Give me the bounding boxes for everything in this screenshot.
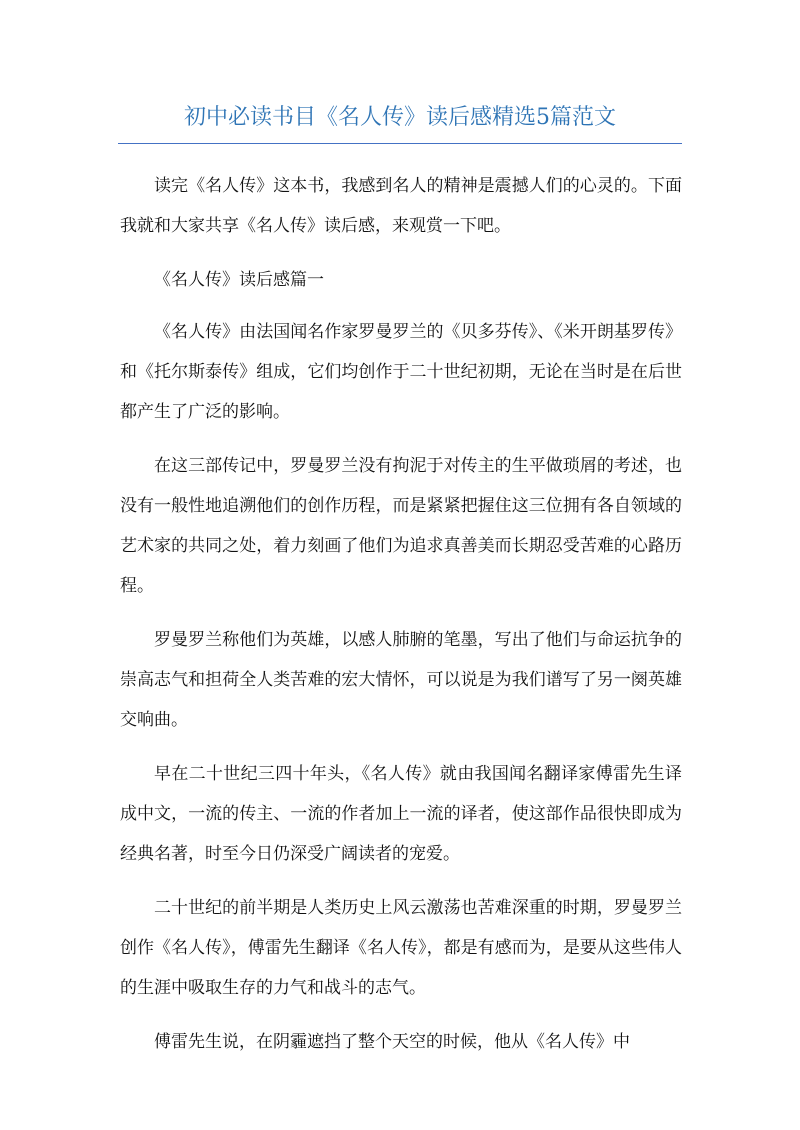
document-body bbox=[120, 166, 682, 1076]
title-underline bbox=[118, 143, 682, 144]
paragraph-6: 傅雷先生说，在阴霾遮挡了整个天空的时候，他从《名人传》中 bbox=[154, 1032, 630, 1052]
section-heading: 《名人传》读后感篇一 bbox=[154, 270, 324, 290]
document-title: 初中必读书目《名人传》读后感精选5篇范文 bbox=[184, 105, 616, 130]
paragraph-5: 二十世纪的前半期是人类历史上风云激荡也苦难深重的时期，罗曼罗兰创作《名人传》，傅雷先生翻译《名人传》，都是有感而为，是要从这些伟人的生涯中吸取生存的力气和战斗的志气。 bbox=[120, 898, 682, 998]
paragraph-1: 《名人传》由法国闻名作家罗曼罗兰的《贝多芬传》、《米开朗基罗传》和《托尔斯泰传》组成，它们均创作于二十世纪初期，无论在当时是在后世都产生了广泛的影响。 bbox=[120, 322, 682, 422]
paragraph-intro: 读完《名人传》这本书，我感到名人的精神是震撼人们的心灵的。下面我就和大家共享《名人传》读后感，来观赏一下吧。 bbox=[120, 176, 682, 236]
paragraph-3: 罗曼罗兰称他们为英雄，以感人肺腑的笔墨，写出了他们与命运抗争的崇高志气和担荷全人类苦难的宏大情怀，可以说是为我们谱写了另一阕英雄交响曲。 bbox=[120, 630, 682, 730]
paragraph-2: 在这三部传记中，罗曼罗兰没有拘泥于对传主的生平做琐屑的考述，也没有一般性地追溯他们的创作历程，而是紧紧把握住这三位拥有各自领域的艺术家的共同之处，着力刻画了他们为追求真善美而长期忍受苦难的心路历程。 bbox=[120, 456, 682, 596]
paragraph-4: 早在二十世纪三四十年头，《名人传》就由我国闻名翻译家傅雷先生译成中文，一流的传主、一流的作者加上一流的译者，使这部作品很快即成为经典名著，时至今日仍深受广阔读者的宠爱。 bbox=[120, 764, 682, 864]
